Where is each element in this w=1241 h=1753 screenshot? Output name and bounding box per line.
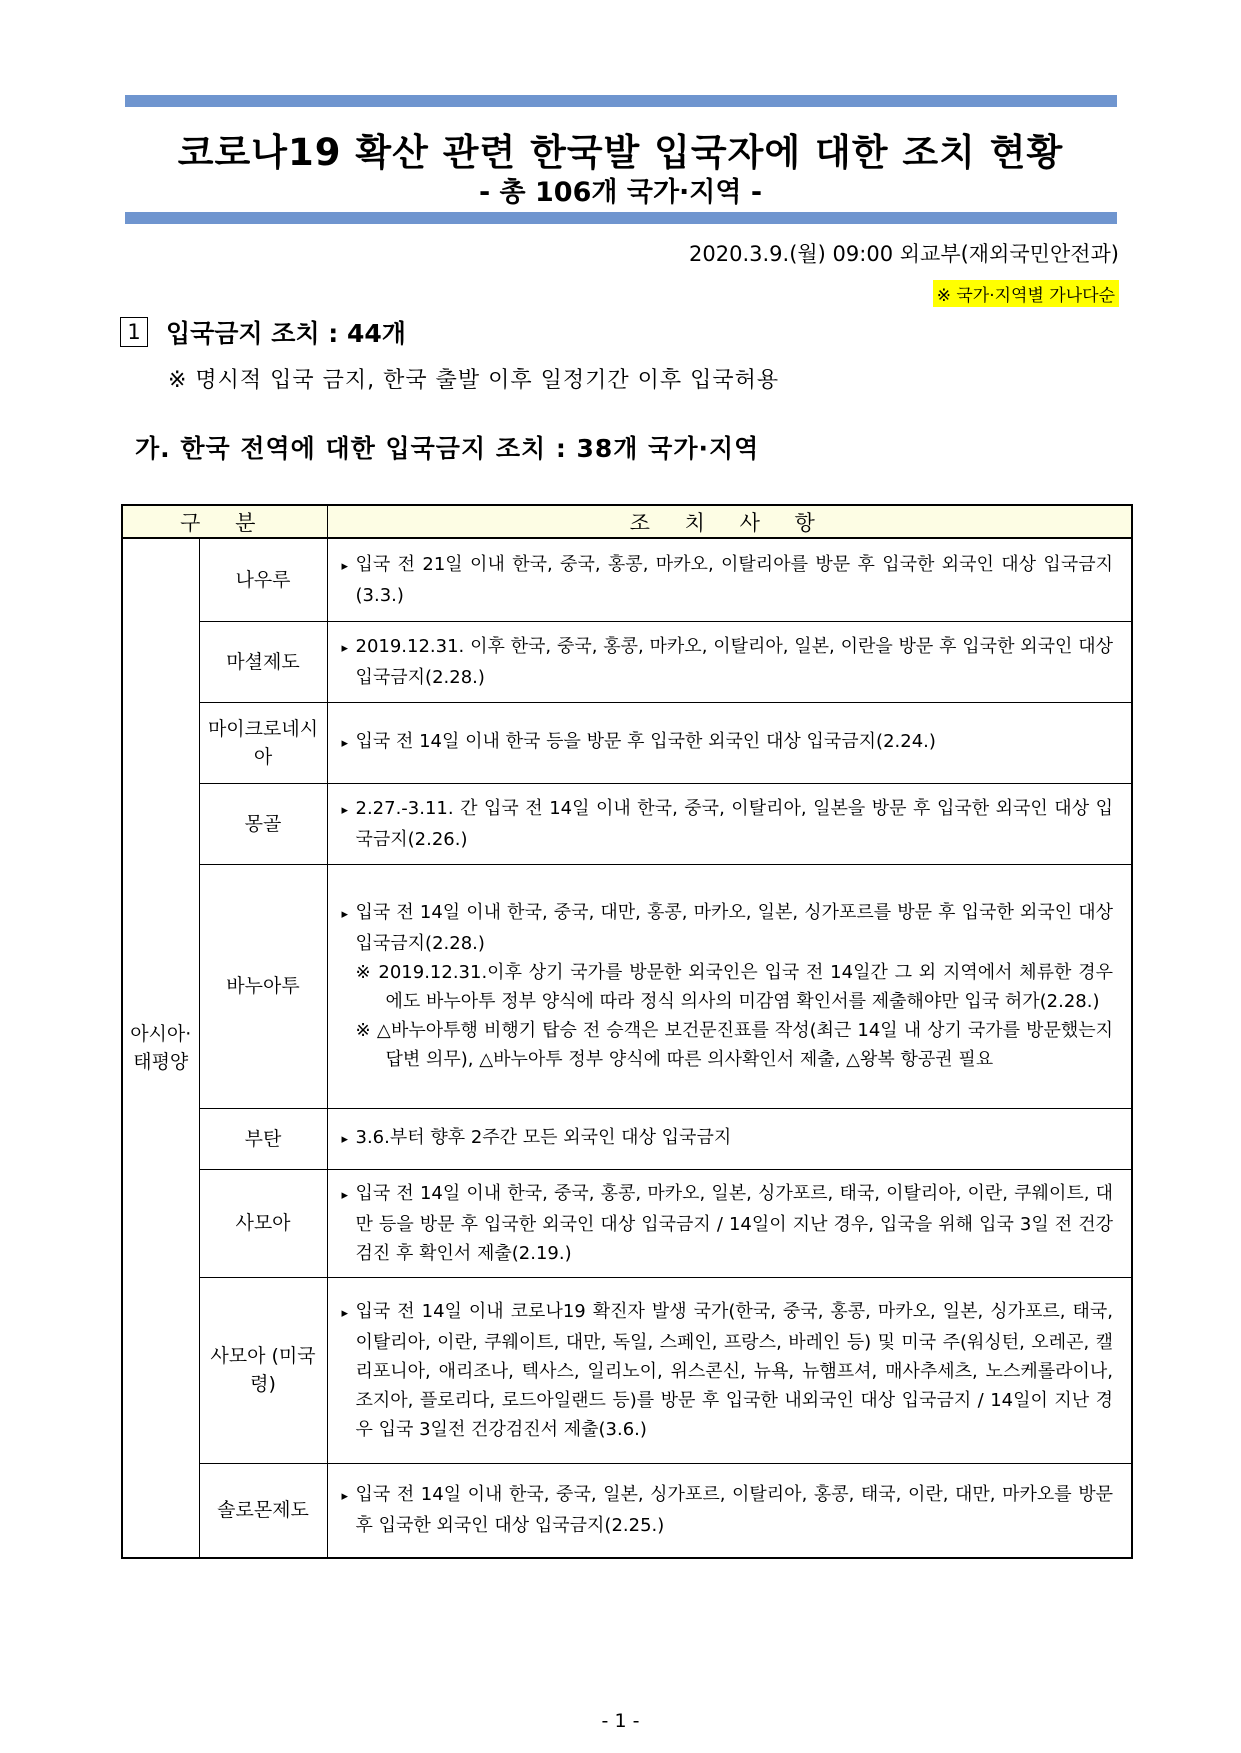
- measure-bullet: ▸ 입국 전 14일 이내 한국, 중국, 대만, 홍콩, 마카오, 일본, 싱가포르를 방문 후 입국한 외국인 대상 입국금지(2.28.): [342, 898, 1114, 958]
- entry-ban-table: [121, 504, 1133, 1559]
- measure-note: ※ △바누아투행 비행기 탑승 전 승객은 보건문진표를 작성(최근 14일 내 상기 국가를 방문했는지 답변 의무), △바누아투 정부 양식에 따른 의사확인서 제출, △왕복 항공권 필요: [355, 1020, 1113, 1070]
- country-cell: 마셜제도: [199, 621, 327, 702]
- country-cell: 바누아투: [199, 864, 327, 1108]
- country-cell: 솔로몬제도: [199, 1463, 327, 1558]
- country-cell: 사모아 (미국령): [199, 1277, 327, 1463]
- document-subtitle: - 총 106개 국가·지역 -: [478, 177, 763, 208]
- header-measures: 조 치 사 항: [327, 505, 1132, 538]
- table-row: [122, 621, 1132, 702]
- measure-cell: [327, 702, 1132, 783]
- measure-cell: [327, 864, 1132, 1108]
- measure-bullet: ▸ 입국 전 14일 이내 한국, 중국, 일본, 싱가포르, 이탈리아, 홍콩, 태국, 이란, 대만, 마카오를 방문 후 입국한 외국인 대상 입국금지(2.25.): [342, 1480, 1114, 1540]
- country-cell: 부탄: [199, 1108, 327, 1169]
- document-title: 코로나19 확산 관련 한국발 입국자에 대한 조치 현황: [177, 131, 1064, 174]
- measure-cell: [327, 538, 1132, 621]
- table-row: [122, 1463, 1132, 1558]
- section-number-box: 1: [120, 317, 148, 347]
- sort-note: ※ 국가·지역별 가나다순: [933, 280, 1119, 307]
- measure-bullet: ▸ 3.6.부터 향후 2주간 모든 외국인 대상 입국금지: [342, 1123, 1114, 1154]
- table-row: [122, 864, 1132, 1108]
- section-heading: [120, 314, 406, 350]
- measure-cell: [327, 1169, 1132, 1277]
- measure-bullet: ▸ 입국 전 14일 이내 코로나19 확진자 발생 국가(한국, 중국, 홍콩, 마카오, 일본, 싱가포르, 태국, 이탈리아, 이란, 쿠웨이트, 대만, 독일, 스페인, 프랑스, 바레인 등) 및 미국 주(워싱턴, 오레곤, 캘리포니아, 애리조나, 텍사스, 일리노이, 위스콘신, 뉴욕, 뉴햄프셔, 매사추세츠, 노스케롤라이나, 조지아, 플로리다, 로드아일랜드 등)를 방문 후 입국한 내외국인 대상 입국금지 / 14일이 지난 경우 입국 3일전 건강검진서 제출(3.6.): [342, 1297, 1114, 1444]
- country-cell: 사모아: [199, 1169, 327, 1277]
- table-row: [122, 783, 1132, 864]
- table-row: [122, 1169, 1132, 1277]
- country-cell: 몽골: [199, 783, 327, 864]
- page-number: - 1 -: [601, 1710, 640, 1732]
- measure-cell: [327, 1463, 1132, 1558]
- measure-cell: [327, 1277, 1132, 1463]
- measure-bullet: ▸ 2.27.-3.11. 간 입국 전 14일 이내 한국, 중국, 이탈리아, 일본을 방문 후 입국한 외국인 대상 입국금지(2.26.): [342, 794, 1114, 854]
- measure-cell: [327, 783, 1132, 864]
- header-category: 구 분: [122, 505, 327, 538]
- table-row: [122, 538, 1132, 621]
- section-note: ※ 명시적 입국 금지, 한국 출발 이후 일정기간 이후 입국허용: [168, 368, 780, 393]
- table-header-row: [122, 505, 1132, 538]
- measure-cell: [327, 621, 1132, 702]
- country-cell: 마이크로네시아: [199, 702, 327, 783]
- measure-note: ※ 2019.12.31.이후 상기 국가를 방문한 외국인은 입국 전 14일간 그 외 지역에서 체류한 경우에도 바누아투 정부 양식에 따라 정식 의사의 미감염 확인서를 제출해야만 입국 허가(2.28.): [355, 962, 1113, 1012]
- table-row: [122, 702, 1132, 783]
- date-line: 2020.3.9.(월) 09:00 외교부(재외국민안전과): [689, 242, 1119, 266]
- table-row: [122, 1277, 1132, 1463]
- measure-bullet: ▸ 입국 전 21일 이내 한국, 중국, 홍콩, 마카오, 이탈리아를 방문 후 입국한 외국인 대상 입국금지(3.3.): [342, 550, 1114, 610]
- table-row: [122, 1108, 1132, 1169]
- region-cell: 아시아·태평양: [122, 538, 199, 1558]
- measure-bullet: ▸ 입국 전 14일 이내 한국, 중국, 홍콩, 마카오, 일본, 싱가포르, 태국, 이탈리아, 이란, 쿠웨이트, 대만 등을 방문 후 입국한 외국인 대상 입국금지 / 14일이 지난 경우, 입국을 위해 입국 3일 전 건강검진 후 확인서 제출(2.19.): [342, 1179, 1114, 1268]
- subsection-heading: 가. 한국 전역에 대한 입국금지 조치 : 38개 국가·지역: [135, 434, 760, 463]
- title-top-rule: [125, 95, 1117, 107]
- country-cell: 나우루: [199, 538, 327, 621]
- title-bottom-rule: [125, 212, 1117, 224]
- measure-bullet: ▸ 2019.12.31. 이후 한국, 중국, 홍콩, 마카오, 이탈리아, 일본, 이란을 방문 후 입국한 외국인 대상 입국금지(2.28.): [342, 632, 1114, 692]
- measure-cell: [327, 1108, 1132, 1169]
- section-title: 입국금지 조치 : 44개: [166, 319, 406, 348]
- table-body: [122, 538, 1132, 1558]
- measure-bullet: ▸ 입국 전 14일 이내 한국 등을 방문 후 입국한 외국인 대상 입국금지(2.24.): [342, 727, 1114, 758]
